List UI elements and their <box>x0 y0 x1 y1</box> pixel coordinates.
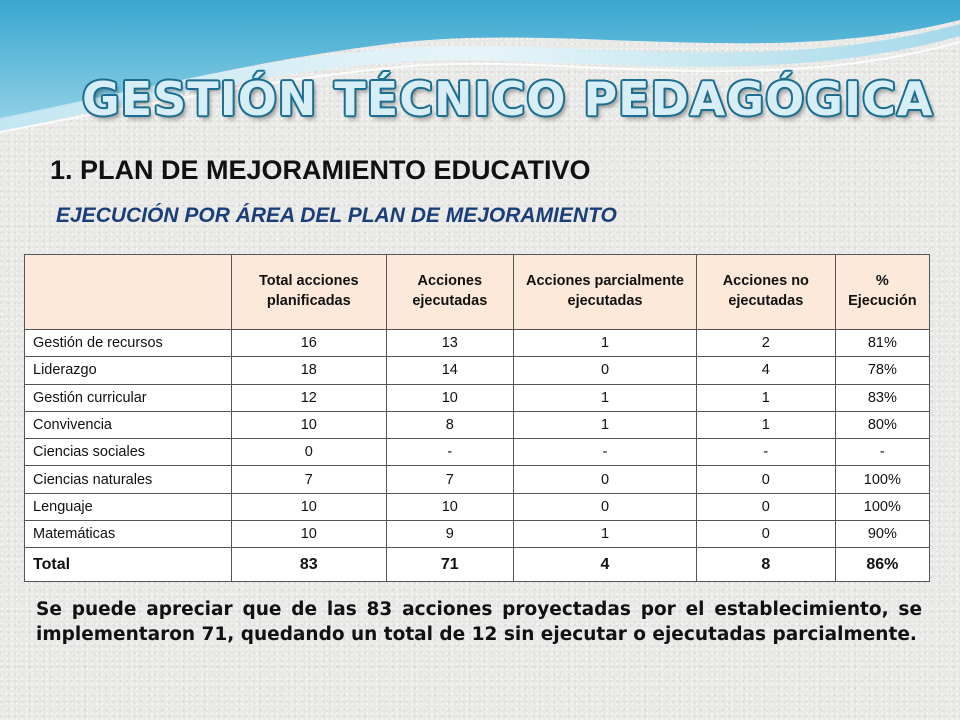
table-row <box>25 493 930 520</box>
cell-not-executed: - <box>696 439 835 466</box>
cell-percent: 100% <box>835 493 929 520</box>
cell-not-executed: 4 <box>696 357 835 384</box>
table-row <box>25 411 930 438</box>
cell-executed: 10 <box>386 493 513 520</box>
total-cell-not-executed: 8 <box>696 548 835 582</box>
cell-executed: 14 <box>386 357 513 384</box>
cell-percent: 81% <box>835 330 929 357</box>
cell-percent: 100% <box>835 466 929 493</box>
cell-not-executed: 0 <box>696 521 835 548</box>
header-total-planned: Total acciones planificadas <box>232 255 387 330</box>
cell-percent: 83% <box>835 384 929 411</box>
cell-executed: 8 <box>386 411 513 438</box>
subtitle: EJECUCIÓN POR ÁREA DEL PLAN DE MEJORAMIENTO <box>56 204 617 227</box>
cell-area: Lenguaje <box>25 493 232 520</box>
cell-area: Ciencias naturales <box>25 466 232 493</box>
cell-total: 7 <box>232 466 387 493</box>
table-row <box>25 466 930 493</box>
table-row <box>25 439 930 466</box>
header-percent-execution: % Ejecución <box>835 255 929 330</box>
cell-executed: 10 <box>386 384 513 411</box>
table-row <box>25 330 930 357</box>
cell-not-executed: 0 <box>696 493 835 520</box>
cell-partial: 1 <box>514 330 697 357</box>
execution-by-area-table <box>24 254 930 582</box>
cell-area: Gestión curricular <box>25 384 232 411</box>
cell-executed: - <box>386 439 513 466</box>
cell-partial: 1 <box>514 384 697 411</box>
cell-not-executed: 1 <box>696 411 835 438</box>
cell-partial: 0 <box>514 357 697 384</box>
cell-area: Ciencias sociales <box>25 439 232 466</box>
cell-total: 10 <box>232 521 387 548</box>
execution-table-container <box>24 254 930 582</box>
summary-paragraph: Se puede apreciar que de las 83 acciones proyectadas por el establecimiento, se implementaron 71, quedando un total de 12 sin ejecutar o ejecutadas parcialmente. <box>36 599 922 645</box>
header-area <box>25 255 232 330</box>
cell-percent: - <box>835 439 929 466</box>
cell-total: 16 <box>232 330 387 357</box>
cell-total: 18 <box>232 357 387 384</box>
cell-partial: 1 <box>514 411 697 438</box>
cell-total: 10 <box>232 411 387 438</box>
cell-total: 12 <box>232 384 387 411</box>
cell-percent: 90% <box>835 521 929 548</box>
cell-partial: 0 <box>514 466 697 493</box>
table-row <box>25 521 930 548</box>
cell-total: 10 <box>232 493 387 520</box>
cell-partial: 1 <box>514 521 697 548</box>
cell-area: Gestión de recursos <box>25 330 232 357</box>
total-cell-partial: 4 <box>514 548 697 582</box>
section-title: 1. PLAN DE MEJORAMIENTO EDUCATIVO <box>50 155 591 185</box>
cell-area: Matemáticas <box>25 521 232 548</box>
table-total-row <box>25 548 930 582</box>
cell-executed: 13 <box>386 330 513 357</box>
cell-percent: 78% <box>835 357 929 384</box>
cell-not-executed: 0 <box>696 466 835 493</box>
table-header-row <box>25 255 930 330</box>
cell-partial: - <box>514 439 697 466</box>
header-partially-executed: Acciones parcialmente ejecutadas <box>514 255 697 330</box>
slide-title: GESTIÓN TÉCNICO PEDAGÓGICA <box>82 72 934 126</box>
cell-executed: 9 <box>386 521 513 548</box>
cell-executed: 7 <box>386 466 513 493</box>
cell-not-executed: 2 <box>696 330 835 357</box>
cell-not-executed: 1 <box>696 384 835 411</box>
cell-total: 0 <box>232 439 387 466</box>
total-cell-percent: 86% <box>835 548 929 582</box>
cell-area: Liderazgo <box>25 357 232 384</box>
header-executed: Acciones ejecutadas <box>386 255 513 330</box>
header-not-executed: Acciones no ejecutadas <box>696 255 835 330</box>
cell-area: Convivencia <box>25 411 232 438</box>
table-row <box>25 384 930 411</box>
cell-percent: 80% <box>835 411 929 438</box>
cell-partial: 0 <box>514 493 697 520</box>
total-cell-area: Total <box>25 548 232 582</box>
table-row <box>25 357 930 384</box>
total-cell-total: 83 <box>232 548 387 582</box>
total-cell-executed: 71 <box>386 548 513 582</box>
